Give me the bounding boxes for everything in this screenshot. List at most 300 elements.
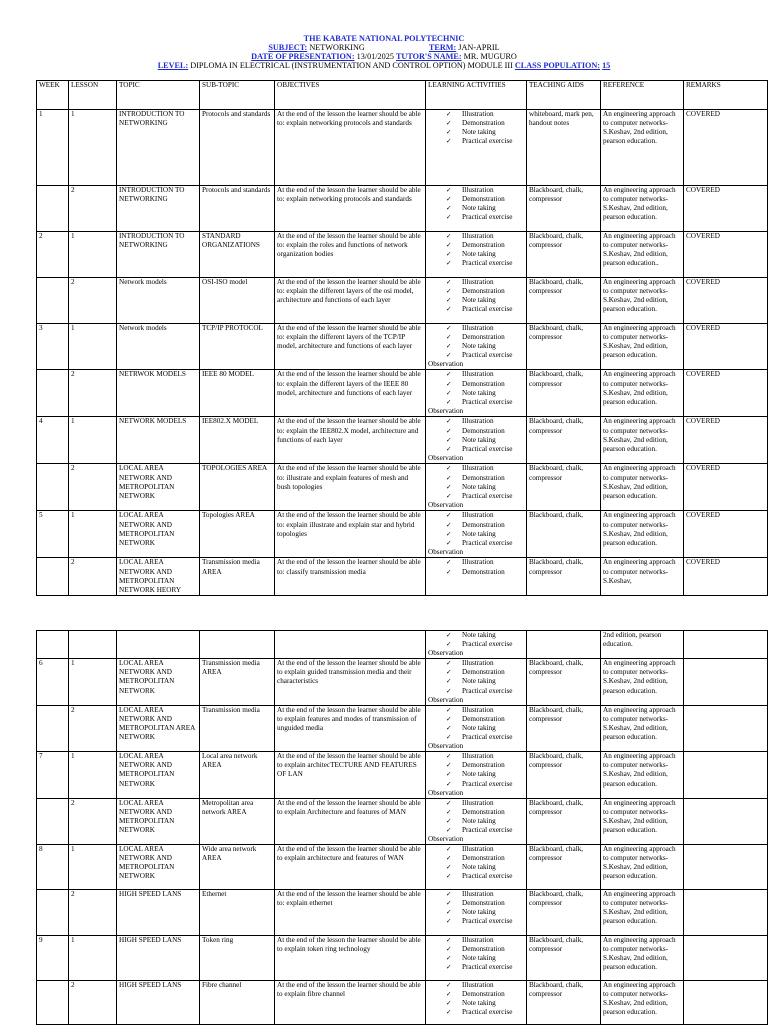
cell-reference: An engineering approach to computer networks- S.Keshav, 2nd edition, pearson education. (601, 324, 684, 370)
cell-aids: Blackboard, chalk, compressor (527, 417, 601, 464)
cell-aids: Blackboard, chalk, compressor (527, 370, 601, 417)
activity-label: Demonstration (462, 287, 505, 296)
cell-topic: HIGH SPEED LANS (117, 890, 200, 936)
activity-label: Demonstration (462, 195, 505, 204)
activity-item (446, 259, 524, 268)
check-icon: ✓ (446, 111, 452, 118)
activity-label: Note taking (462, 435, 496, 444)
activity-label: Illustration (462, 659, 494, 668)
check-icon: ✓ (446, 530, 452, 538)
cell-objective: At the end of the lesson the learner should be able to: explain the different layers of the IEEE 80 model, architecture and functions of each layer (275, 370, 426, 417)
cell-reference: An engineering approach to computer networks- S.Keshav, (601, 558, 684, 595)
activity-label: Practical exercise (462, 825, 513, 834)
activity-label: Practical exercise (462, 259, 513, 268)
cell-aids: Blackboard, chalk, compressor (527, 659, 601, 705)
cell-remarks: COVERED (684, 324, 768, 370)
cell-reference: An engineering approach to computer networks- S.Keshav, 2nd edition, pearson education. (601, 798, 684, 844)
cell-subtopic: TCP/IP PROTOCOL (200, 324, 275, 370)
cell-remarks: COVERED (684, 110, 768, 186)
term-value: JAN-APRIL (458, 43, 500, 52)
activities-list (428, 370, 524, 406)
activity-item (446, 492, 524, 501)
lesson-plan-table-page-2 (36, 630, 768, 1025)
check-icon: ✓ (446, 982, 452, 990)
continuation-row (37, 631, 768, 659)
cell-subtopic (200, 631, 275, 659)
activity-label: Note taking (462, 388, 496, 397)
cell-aids: Blackboard, chalk, compressor (527, 232, 601, 278)
cell-remarks: COVERED (684, 186, 768, 232)
check-icon: ✓ (446, 187, 452, 194)
check-icon: ✓ (446, 436, 452, 444)
table-body-page-1 (37, 110, 768, 596)
check-icon: ✓ (446, 334, 452, 342)
check-icon: ✓ (446, 669, 452, 677)
cell-topic: Network models (117, 324, 200, 370)
activity-item (446, 659, 524, 668)
cell-activities (426, 845, 527, 890)
activity-item (446, 631, 524, 640)
activity-label: Note taking (462, 954, 496, 963)
cell-objective: At the end of the lesson the learner should be able to: illustrate and explain features of mesh and bush topologies (275, 464, 426, 511)
activity-item (446, 826, 524, 835)
cell-objective: At the end of the lesson the learner should be able to: explain the roles and functions of network organization bodies (275, 232, 426, 278)
activities-list (428, 631, 524, 649)
activity-item (446, 324, 524, 333)
cell-lesson: 2 (69, 186, 117, 232)
table-row (37, 705, 768, 751)
observation-label: Observation (428, 649, 464, 658)
cell-subtopic: IEEE 80 MODEL (200, 370, 275, 417)
activity-label: Note taking (462, 770, 496, 779)
activity-item (446, 427, 524, 436)
cell-reference: An engineering approach to computer networks- S.Keshav, 2nd edition, pearson education. (601, 981, 684, 1025)
activity-item (446, 119, 524, 128)
activity-item (446, 380, 524, 389)
cell-aids: Blackboard, chalk, compressor (527, 464, 601, 511)
check-icon: ✓ (446, 762, 452, 770)
cell-objective: At the end of the lesson the learner should be able to: explain networking protocols and standards (275, 110, 426, 186)
table-row (37, 936, 768, 981)
activity-label: Practical exercise (462, 213, 513, 222)
cell-lesson: 2 (69, 981, 117, 1025)
lesson-plan-table-page-1 (36, 80, 768, 596)
check-icon: ✓ (446, 864, 452, 872)
cell-subtopic: Protocols and standards (200, 110, 275, 186)
activities-list (428, 706, 524, 742)
check-icon: ✓ (446, 492, 452, 500)
activity-item (446, 110, 524, 119)
cell-week (37, 631, 69, 659)
check-icon: ✓ (446, 918, 452, 926)
activity-item (446, 752, 524, 761)
activities-list (428, 845, 524, 881)
cell-objective: At the end of the lesson the learner should be able to explain features and modes of transmission of unguided media (275, 705, 426, 751)
check-icon: ✓ (446, 260, 452, 268)
cell-lesson: 1 (69, 752, 117, 798)
activity-label: Illustration (462, 511, 494, 520)
activities-list (428, 752, 524, 788)
cell-reference: An engineering approach to computer networks- S.Keshav, 2nd edition, pearson education. (601, 417, 684, 464)
cell-topic: LOCAL AREA NETWORK AND METROPOLITAN NETWORK (117, 752, 200, 798)
activity-item (446, 954, 524, 963)
cell-topic: NETWORK MODELS (117, 417, 200, 464)
check-icon: ✓ (446, 771, 452, 779)
cell-activities (426, 370, 527, 417)
check-icon: ✓ (446, 297, 452, 305)
cell-week: 4 (37, 417, 69, 464)
check-icon: ✓ (446, 196, 452, 204)
activity-label: Practical exercise (462, 351, 513, 360)
activity-item (446, 333, 524, 342)
activity-item (446, 770, 524, 779)
check-icon: ✓ (446, 306, 452, 314)
cell-remarks (684, 890, 768, 936)
cell-aids: Blackboard, chalk, compressor (527, 186, 601, 232)
tutor-value: MR. MUGURO (463, 52, 517, 61)
activity-label: Practical exercise (462, 538, 513, 547)
cell-activities (426, 631, 527, 659)
cell-remarks: COVERED (684, 278, 768, 324)
cell-aids (527, 631, 601, 659)
col-header-topic: TOPIC (117, 81, 200, 110)
activity-label: Practical exercise (462, 733, 513, 742)
activity-label: Illustration (462, 936, 494, 945)
cell-objective: At the end of the lesson the learner should be able to explain guided transmission media and their characteristics (275, 659, 426, 705)
cell-aids: whiteboard, mark pen, handout notes (527, 110, 601, 186)
activity-label: Note taking (462, 204, 496, 213)
activity-label: Illustration (462, 110, 494, 118)
cell-objective: At the end of the lesson the learner should be able to: explain the different layers of the TCP/IP model, architecture and functions of each layer (275, 324, 426, 370)
check-icon: ✓ (446, 205, 452, 213)
activity-item (446, 899, 524, 908)
activity-label: Note taking (462, 816, 496, 825)
activity-label: Note taking (462, 128, 496, 137)
check-icon: ✓ (446, 427, 452, 435)
table-row (37, 981, 768, 1025)
check-icon: ✓ (446, 900, 452, 908)
cell-reference: An engineering approach to computer networks- S.Keshav, 2nd edition, pearson education. (601, 845, 684, 890)
activity-label: Demonstration (462, 761, 505, 770)
cell-activities (426, 981, 527, 1025)
cell-lesson: 1 (69, 417, 117, 464)
cell-topic: INTRODUCTION TO NETWORKING (117, 110, 200, 186)
check-icon: ✓ (446, 288, 452, 296)
activity-label: Note taking (462, 677, 496, 686)
activity-item (446, 761, 524, 770)
activity-label: Illustration (462, 845, 494, 854)
check-icon: ✓ (446, 325, 452, 332)
cell-aids: Blackboard, chalk, compressor (527, 798, 601, 844)
cell-lesson: 2 (69, 464, 117, 511)
activity-label: Demonstration (462, 333, 505, 342)
activity-item (446, 250, 524, 259)
cell-topic: LOCAL AREA NETWORK AND METROPOLITAN NETWORK (117, 511, 200, 558)
check-icon: ✓ (446, 483, 452, 491)
check-icon: ✓ (446, 1000, 452, 1008)
cell-remarks (684, 631, 768, 659)
cell-reference: An engineering approach to computer networks- S.Keshav, 2nd edition, pearson education. (601, 936, 684, 981)
cell-topic: Network models (117, 278, 200, 324)
activity-item (446, 945, 524, 954)
table-row (37, 845, 768, 890)
cell-topic: LOCAL AREA NETWORK AND METROPOLITAN NETWORK HEORY (117, 558, 200, 595)
check-icon: ✓ (446, 678, 452, 686)
cell-activities (426, 705, 527, 751)
activities-list (428, 936, 524, 972)
check-icon: ✓ (446, 808, 452, 816)
activity-label: Practical exercise (462, 1008, 513, 1017)
subject-value: NETWORKING (309, 43, 365, 52)
check-icon: ✓ (446, 817, 452, 825)
check-icon: ✓ (446, 955, 452, 963)
cell-aids: Blackboard, chalk, compressor (527, 890, 601, 936)
activity-item (446, 186, 524, 195)
table-row (37, 798, 768, 844)
cell-remarks: COVERED (684, 464, 768, 511)
activity-label: Illustration (462, 278, 494, 286)
population-label: CLASS POPULATION: (514, 61, 601, 70)
check-icon: ✓ (446, 138, 452, 146)
activity-label: Illustration (462, 798, 494, 807)
check-icon: ✓ (446, 799, 452, 807)
check-icon: ✓ (446, 418, 452, 426)
activity-item (446, 724, 524, 733)
check-icon: ✓ (446, 214, 452, 222)
check-icon: ✓ (446, 909, 452, 917)
activity-item (446, 436, 524, 445)
table-row (37, 186, 768, 232)
check-icon: ✓ (446, 780, 452, 788)
activity-label: Practical exercise (462, 640, 513, 649)
check-icon: ✓ (446, 891, 452, 899)
activity-item (446, 715, 524, 724)
activity-label: Illustration (462, 464, 494, 473)
col-header-subtopic: SUB-TOPIC (200, 81, 275, 110)
activity-item (446, 687, 524, 696)
cell-week: 6 (37, 659, 69, 705)
cell-reference: An engineering approach to computer networks- S.Keshav, 2nd edition, pearson education. (601, 752, 684, 798)
cell-activities (426, 110, 527, 186)
check-icon: ✓ (446, 687, 452, 695)
activity-label: Practical exercise (462, 444, 513, 453)
check-icon: ✓ (446, 539, 452, 547)
cell-week: 7 (37, 752, 69, 798)
cell-reference: An engineering approach to computer networks- S.Keshav, 2nd edition, pearson education.. (601, 232, 684, 278)
cell-week (37, 798, 69, 844)
cell-topic: HIGH SPEED LANS (117, 936, 200, 981)
activity-item (446, 213, 524, 222)
activity-label: Practical exercise (462, 686, 513, 695)
check-icon: ✓ (446, 937, 452, 945)
activity-label: Illustration (462, 417, 494, 426)
cell-topic: NETRWOK MODELS (117, 370, 200, 417)
cell-objective: At the end of the lesson the learner should be able to explain Architecture and features of MAN (275, 798, 426, 844)
table-body-page-2 (37, 631, 768, 1025)
cell-week (37, 278, 69, 324)
level-value: DIPLOMA IN ELECTRICAL (INSTRUMENTATION AND CONTROL OPTION) MODULE III (190, 61, 513, 70)
activity-item (446, 137, 524, 146)
col-header-lesson: LESSON (69, 81, 117, 110)
activity-item (446, 474, 524, 483)
activity-item (446, 195, 524, 204)
check-icon: ✓ (446, 715, 452, 723)
activity-item (446, 464, 524, 473)
cell-aids: Blackboard, chalk, compressor (527, 324, 601, 370)
activity-label: Practical exercise (462, 872, 513, 881)
cell-lesson: 2 (69, 370, 117, 417)
cell-objective (275, 631, 426, 659)
cell-objective: At the end of the lesson the learner should be able to: explain networking protocols and standards (275, 186, 426, 232)
check-icon: ✓ (446, 964, 452, 972)
cell-activities (426, 464, 527, 511)
observation-label: Observation (428, 742, 464, 751)
check-icon: ✓ (446, 724, 452, 732)
activity-label: Demonstration (462, 567, 505, 576)
activity-item (446, 521, 524, 530)
check-icon: ✓ (446, 946, 452, 954)
cell-week (37, 186, 69, 232)
cell-aids: Blackboard, chalk, compressor (527, 845, 601, 890)
cell-lesson: 1 (69, 845, 117, 890)
check-icon: ✓ (446, 465, 452, 473)
activity-label: Note taking (462, 723, 496, 732)
activity-item (446, 128, 524, 137)
institution-title: THE KABATE NATIONAL POLYTECHNIC (303, 34, 465, 43)
activity-label: Demonstration (462, 714, 505, 723)
check-icon: ✓ (446, 846, 452, 854)
activity-item (446, 1008, 524, 1017)
cell-week: 9 (37, 936, 69, 981)
activity-item (446, 890, 524, 899)
activity-item (446, 483, 524, 492)
activity-item (446, 863, 524, 872)
cell-activities (426, 890, 527, 936)
check-icon: ✓ (446, 371, 452, 379)
activity-item (446, 389, 524, 398)
activity-label: Illustration (462, 981, 494, 990)
cell-week (37, 370, 69, 417)
activity-item (446, 342, 524, 351)
check-icon: ✓ (446, 855, 452, 863)
check-icon: ✓ (446, 568, 452, 576)
activities-list (428, 278, 524, 314)
activity-label: Practical exercise (462, 305, 513, 314)
table-row (37, 659, 768, 705)
activity-item (446, 370, 524, 379)
activity-label: Illustration (462, 705, 494, 714)
cell-week: 5 (37, 511, 69, 558)
cell-topic: HIGH SPEED LANS (117, 981, 200, 1025)
cell-reference: An engineering approach to computer networks- S.Keshav, 2nd edition, pearson education. (601, 370, 684, 417)
cell-reference: 2nd edition, pearson education. (601, 631, 684, 659)
cell-topic: LOCAL AREA NETWORK AND METROPOLITAN AREA NETWORK (117, 705, 200, 751)
activity-label: Illustration (462, 558, 494, 567)
cell-week (37, 890, 69, 936)
activity-item (446, 278, 524, 287)
check-icon: ✓ (446, 380, 452, 388)
activities-list (428, 464, 524, 500)
cell-aids: Blackboard, chalk, compressor (527, 558, 601, 595)
observation-label: Observation (428, 360, 464, 369)
table-header-row (37, 81, 768, 110)
cell-activities (426, 417, 527, 464)
check-icon: ✓ (446, 521, 452, 529)
cell-objective: At the end of the lesson the learner should be able to explain fibre channel (275, 981, 426, 1025)
activity-label: Demonstration (462, 899, 505, 908)
activity-label: Demonstration (462, 426, 505, 435)
col-header-teaching-aids: TEACHING AIDS (527, 81, 601, 110)
activities-list (428, 511, 524, 547)
activity-item (446, 999, 524, 1008)
cell-subtopic: Token ring (200, 936, 275, 981)
cell-activities (426, 659, 527, 705)
activity-label: Note taking (462, 908, 496, 917)
date-label: DATE OF PRESENTATION: (251, 52, 355, 61)
activity-item (446, 936, 524, 945)
col-header-reference: REFERENCE (601, 81, 684, 110)
activity-item (446, 287, 524, 296)
activity-item (446, 241, 524, 250)
activities-list (428, 799, 524, 835)
activities-list (428, 558, 524, 576)
activity-item (446, 417, 524, 426)
activity-item (446, 780, 524, 789)
cell-remarks (684, 705, 768, 751)
cell-subtopic: Ethernet (200, 890, 275, 936)
activity-item (446, 530, 524, 539)
cell-week (37, 705, 69, 751)
cell-remarks: COVERED (684, 370, 768, 417)
cell-objective: At the end of the lesson the learner should be able to explain architecture and features of WAN (275, 845, 426, 890)
population-value: 15 (602, 61, 611, 70)
activity-label: Note taking (462, 529, 496, 538)
cell-lesson: 1 (69, 936, 117, 981)
cell-week: 2 (37, 232, 69, 278)
observation-label: Observation (428, 500, 464, 509)
check-icon: ✓ (446, 559, 452, 567)
cell-aids: Blackboard, chalk, (527, 511, 601, 558)
cell-subtopic: Fibre channel (200, 981, 275, 1025)
cell-objective: At the end of the lesson the learner should be able to explain token ring technology (275, 936, 426, 981)
check-icon: ✓ (446, 251, 452, 259)
activity-label: Note taking (462, 999, 496, 1008)
cell-activities (426, 752, 527, 798)
table-row (37, 278, 768, 324)
cell-week (37, 981, 69, 1025)
cell-subtopic: Transmission media AREA (200, 659, 275, 705)
check-icon: ✓ (446, 632, 452, 639)
activities-list (428, 981, 524, 1017)
cell-week: 1 (37, 110, 69, 186)
activity-label: Demonstration (462, 520, 505, 529)
check-icon: ✓ (446, 233, 452, 240)
check-icon: ✓ (446, 826, 452, 834)
activity-item (446, 990, 524, 999)
activity-label: Demonstration (462, 945, 505, 954)
cell-remarks (684, 798, 768, 844)
cell-aids: Blackboard, chalk, compressor (527, 705, 601, 751)
check-icon: ✓ (446, 398, 452, 406)
cell-activities (426, 511, 527, 558)
cell-subtopic: Wide area network AREA (200, 845, 275, 890)
cell-lesson: 2 (69, 278, 117, 324)
activity-item (446, 539, 524, 548)
cell-activities (426, 278, 527, 324)
activity-item (446, 511, 524, 520)
cell-reference: An engineering approach to computer networks- S.Keshav, 2nd edition, pearson education. (601, 110, 684, 186)
check-icon: ✓ (446, 343, 452, 351)
